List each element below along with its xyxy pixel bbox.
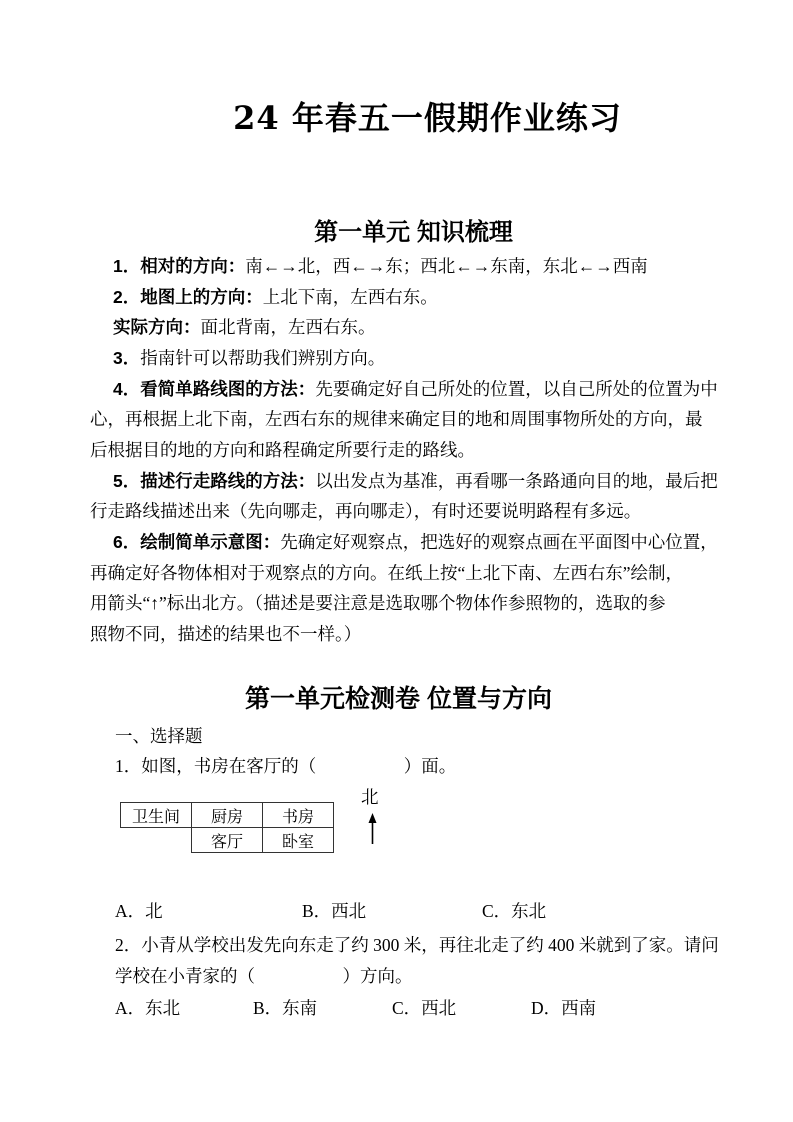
option-b: B．西北	[302, 901, 367, 921]
item-text: 先确定好观察点，把选好的观察点画在平面图中心位置，	[280, 531, 718, 552]
item-label: 1．相对的方向：	[113, 256, 246, 276]
knowledge-item-6-line2: 再确定好各物体相对于观察点的方向。在纸上按“上北下南、左西右东”绘制，	[90, 562, 684, 583]
question-1-options	[115, 896, 735, 927]
knowledge-list	[90, 251, 730, 650]
option-a: A．东北	[115, 998, 181, 1018]
room-cell-livingroom: 客厅	[192, 828, 263, 853]
room-cell-kitchen: 厨房	[192, 803, 263, 828]
room-table-row-1	[121, 803, 334, 828]
knowledge-item-6-line3: 用箭头“↑”标出北方。（描述是要注意是选取哪个物体作参照物的，选取的参	[90, 593, 666, 614]
item-text: 南←→北，西←→东；西北←→东南，东北←→西南	[245, 256, 648, 276]
option-a: A．北	[115, 901, 163, 921]
knowledge-item-4-line3: 后根据目的地的方向和路程确定所要行走的路线。	[90, 439, 475, 460]
question-2-options	[115, 993, 735, 1024]
item-label: 3．	[113, 347, 141, 368]
knowledge-item-3	[90, 343, 730, 374]
item-label: 5．描述行走路线的方法：	[113, 470, 316, 491]
test-part-label: 一、选择题	[115, 726, 203, 746]
item-text: 指南针可以帮助我们辨别方向。	[140, 347, 386, 368]
knowledge-item-6-line4: 照物不同，描述的结果也不一样。）	[90, 623, 362, 644]
north-arrow-icon	[366, 813, 379, 850]
item-text: 先要确定好自己所处的位置，以自己所处的位置为中	[315, 378, 718, 399]
item-text: 面北背南，左西右东。	[200, 317, 376, 338]
knowledge-item-4-line2: 心，再根据上北下南，左西右东的规律来确定目的地和周围事物所处的方向，最	[90, 409, 703, 430]
question-2-text-line2: 学校在小青家的（ ）方向。	[115, 966, 413, 986]
room-cell-bedroom: 卧室	[263, 828, 334, 853]
option-d: D．西南	[531, 998, 597, 1018]
knowledge-item-5-line2: 行走路线描述出来（先向哪走，再向哪走），有时还要说明路程有多远。	[90, 501, 642, 522]
option-c: C．东北	[482, 901, 547, 921]
option-c: C．西北	[392, 998, 457, 1018]
question-2-text-line1: 2．小青从学校出发先向东走了约 300 米，再往北走了约 400 米就到了家。请问	[115, 935, 719, 955]
option-b: B．东南	[253, 998, 318, 1018]
room-cell-study: 书房	[263, 803, 334, 828]
room-table-row-2	[121, 828, 334, 853]
test-section-heading: 第一单元检测卷 位置与方向	[245, 685, 552, 713]
item-label: 4．看简单路线图的方法：	[113, 378, 316, 399]
knowledge-section-heading: 第一单元 知识梳理	[314, 219, 513, 246]
room-table	[120, 802, 334, 853]
knowledge-item-5	[90, 466, 730, 497]
item-label: 实际方向：	[113, 317, 201, 338]
room-cell-empty	[121, 828, 192, 853]
item-text: 以出发点为基准，再看哪一条路通向目的地，最后把	[315, 470, 718, 491]
page-title: 24 年春五一假期作业练习	[233, 99, 622, 137]
knowledge-item-2	[90, 282, 730, 313]
item-label: 6．绘制简单示意图：	[113, 531, 281, 552]
knowledge-item-4	[90, 374, 730, 405]
north-label: 北	[361, 787, 379, 807]
room-cell-bathroom: 卫生间	[121, 803, 192, 828]
item-text: 上北下南，左西右东。	[262, 286, 438, 307]
question-1-text: 1．如图，书房在客厅的（ ）面。	[115, 756, 457, 776]
knowledge-item-2-sub	[90, 312, 730, 343]
item-label: 2．地图上的方向：	[113, 286, 263, 307]
knowledge-item-6	[90, 527, 730, 558]
knowledge-item-1	[90, 251, 730, 282]
